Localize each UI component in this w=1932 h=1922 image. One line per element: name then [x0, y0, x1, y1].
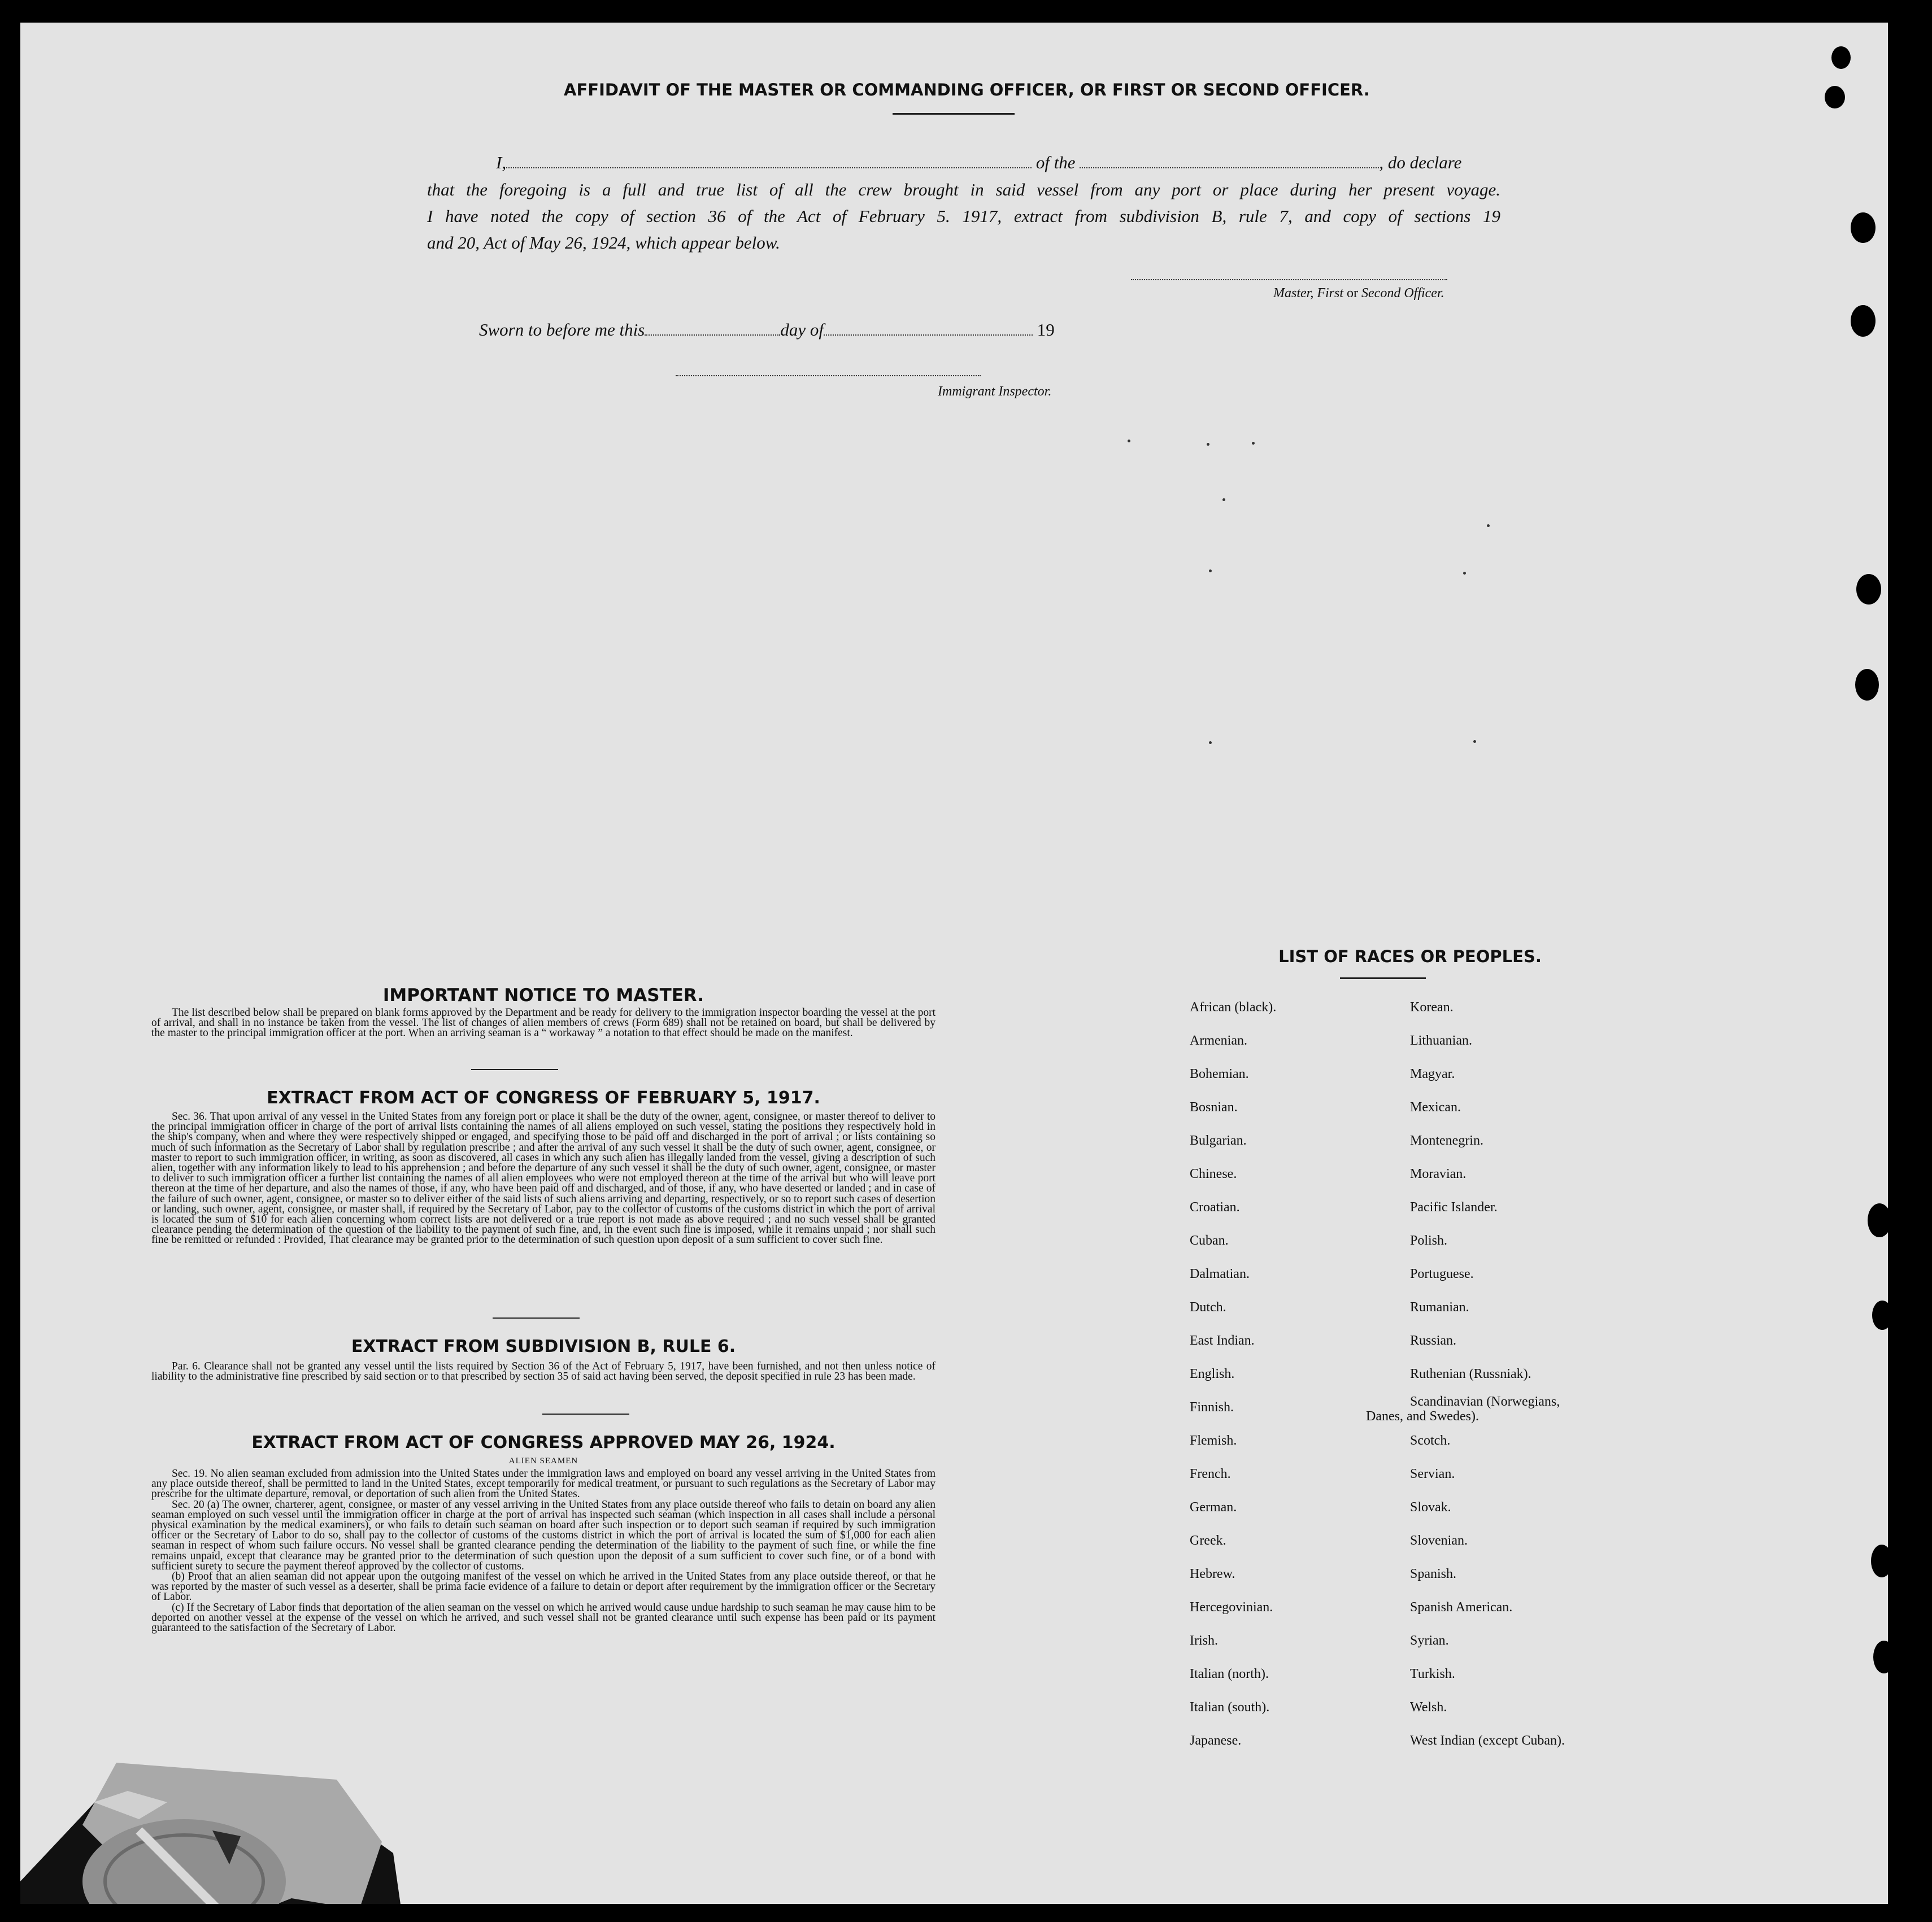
race-left-item: Dutch.	[1190, 1300, 1226, 1315]
scan-speck	[1222, 498, 1225, 501]
extract-1917-rule	[493, 1317, 580, 1319]
notice-title: IMPORTANT NOTICE TO MASTER.	[382, 985, 704, 1006]
affidavit-title-rule	[893, 113, 1015, 115]
race-left-item: Japanese.	[1190, 1733, 1242, 1748]
extract-1917-text: Sec. 36. That upon arrival of any vessel in the United States from any foreign port or place it shall be the duty of the owner, agent, consignee, or master thereof to deliver to the principal immigration officer in charge of the port of arrival lists containing the names of all aliens employed on such vessel, stating the positions they respectively hold in the ship's company, when and where they were respectively shipped or engaged, and specifying those to be paid off and discharged in the port of arrival ; or lists containing so much of such information as the Secretary of Labor shall by regulation prescribe ; and after the arrival of any such vessel it shall be the duty of such owner, agent, consignee, or master to report to such immigration officer, in writing, as soon as discovered, all cases in which any such alien has illegally landed from the vessel, giving a description of such alien, together with any information likely to lead to his apprehension ; and before the departure of any such vessel it shall be the duty of such owner, agent, consignee, or master to deliver to such immigration officer a further list containing the names of all alien employees who were not employed thereon at the time of the arrival but who will leave port thereon at the time of her departure, and also the names of those, if any, who have been paid off and discharged, and of those, if any, who have deserted or landed ; and in case of the failure of such owner, agent, consignee, or master so to deliver either of the said lists of such aliens arriving and departing, respectively, or so to report such cases of desertion or landing, such owner, agent, consignee, or master shall, if required by the Secretary of Labor, pay to the collector of customs of the customs district in which the port of arrival is located the sum of $10 for each alien concerning whom correct lists are not delivered or a true report is not made as above required ; and no such vessel shall be granted clearance pending the determination of the question of the liability to the payment of such fine, and, in the event such fine is imposed, while it remains unpaid ; nor shall such fine be remitted or refunded : Provided, That clearance may be granted prior to the determination of such question upon deposit of a sum sufficient to cover such fine.	[151, 1111, 935, 1246]
affidavit-line1-mid: of the	[1035, 153, 1076, 172]
race-right-item: Polish.	[1410, 1233, 1448, 1248]
race-right-item: West Indian (except Cuban).	[1410, 1733, 1565, 1748]
race-right-item: Mexican.	[1410, 1100, 1461, 1115]
race-left-item: Bulgarian.	[1190, 1133, 1247, 1148]
race-left-item: Flemish.	[1190, 1433, 1237, 1448]
notice-rule	[471, 1069, 558, 1070]
race-right-item: Magyar.	[1410, 1067, 1455, 1081]
binder-hole-10	[1873, 1641, 1888, 1673]
race-left-item: Hercegovinian.	[1190, 1600, 1273, 1615]
race-right-item: Portuguese.	[1410, 1267, 1474, 1281]
sec-20c-paragraph: (c) If the Secretary of Labor finds that deportation of the alien seaman on the vessel on which he arrived would cause undue hardship to such seaman he may cause him to be deported on another vessel at the expense of the vessel on which he arrived, and such vessel shall not be granted clearance until such expense has been paid or its payment guaranteed to the satisfaction of the Secretary of Labor.	[151, 1601, 935, 1634]
race-left-item: French.	[1190, 1467, 1231, 1481]
race-left-item: Croatian.	[1190, 1200, 1240, 1215]
race-right-item: Spanish American.	[1410, 1600, 1513, 1615]
race-left-item: Hebrew.	[1190, 1567, 1235, 1581]
extract-1924-title: EXTRACT FROM ACT OF CONGRESS APPROVED MAY 26, 1924.	[251, 1433, 836, 1453]
race-right-item: Lithuanian.	[1410, 1033, 1472, 1048]
race-right-item: Moravian.	[1410, 1167, 1467, 1181]
race-left-item: Chinese.	[1190, 1167, 1237, 1181]
race-right-item: Ruthenian (Russniak).	[1410, 1367, 1531, 1381]
alien-seamen-subtitle: ALIEN SEAMEN	[508, 1456, 578, 1466]
sec-20a-paragraph: Sec. 20 (a) The owner, charterer, agent, consignee, or master of any vessel arriving in the United States from any place outside thereof who fails to detain on board any alien seaman employed on such vessel until the immigration officer in charge at the port of arrival has inspected such seaman (which inspection in all cases shall include a personal physical examination by the medical examiners), or who fails to detain such seaman on board after such inspection or to deport such seaman if required by such immigration officer or the Secretary of Labor to do so, shall pay to the collector of customs of the customs district in which the port of arrival is located the sum of $1,000 for each alien seaman in respect of whom such failure occurs. No vessel shall be granted clearance pending the determination of the liability to the payment of such fine, or while the fine remains unpaid, except that clearance may be granted prior to the determination of such question upon the deposit of a sum sufficient to cover such fine, or of a bond with sufficient surety to secure the payment thereof approved by the collector of customs.	[151, 1498, 935, 1572]
race-left-item: East Indian.	[1190, 1333, 1255, 1348]
scan-speck	[1487, 524, 1490, 527]
race-right-item: Korean.	[1410, 1000, 1454, 1015]
notice-text: The list described below shall be prepared on blank forms approved by the Department and be ready for delivery to the immigration inspector boarding the vessel at the port of arrival, and shall in no instance be taken from the vessel. The list of changes of alien members of crews (Form 689) shall not be retained on board, but shall be delivered by the master to the principal immigration officer at the port. When an arriving seaman is a “ workaway ” a notation to that effect should be made on the manifest.	[151, 1007, 935, 1040]
master-signature-line	[1131, 279, 1447, 280]
race-right-item: Pacific Islander.	[1410, 1200, 1498, 1215]
binder-hole-7	[1868, 1203, 1888, 1237]
affidavit-line1-end: , do declare	[1379, 153, 1462, 172]
sworn-month-blank	[824, 329, 1033, 336]
affidavit-line1-pre: I,	[496, 153, 507, 172]
master-name-blank	[506, 162, 1032, 168]
races-title-rule	[1340, 977, 1426, 979]
rule6-rule	[542, 1414, 629, 1415]
scan-speck	[1207, 443, 1209, 446]
race-right-scandinavian-cont: Danes, and Swedes).	[1366, 1409, 1479, 1424]
binder-hole-2	[1825, 86, 1845, 108]
race-left-item: African (black).	[1190, 1000, 1277, 1015]
race-left-item: English.	[1190, 1367, 1235, 1381]
scan-speck	[1209, 569, 1212, 572]
binder-hole-9	[1871, 1545, 1888, 1577]
rule6-title: EXTRACT FROM SUBDIVISION B, RULE 6.	[351, 1337, 736, 1356]
sec-20b-paragraph: (b) Proof that an alien seaman did not appear upon the outgoing manifest of the vessel on which he arrived in the United States from any place outside thereof, or that he was reported by the master of such vessel as a deserter, shall be prima facie evidence of a failure to detain or deport after requirement by the immigration officer or the Secretary of Labor.	[151, 1571, 935, 1603]
affidavit-line-3: I have noted the copy of section 36 of the Act of February 5. 1917, extract from subdivision B, rule 7, and copy of sections 19	[427, 206, 1500, 226]
race-right-item: Slovak.	[1410, 1500, 1451, 1515]
race-left-item: Italian (north).	[1190, 1667, 1269, 1681]
affidavit-line-1	[496, 153, 1461, 173]
race-left-item: Bosnian.	[1190, 1100, 1238, 1115]
sworn-year: 19	[1037, 320, 1055, 340]
binder-hole-5	[1856, 574, 1881, 605]
master-signature-label: Master, First or Second Officer.	[1273, 286, 1444, 301]
sec-19-paragraph: Sec. 19. No alien seaman excluded from admission into the United States under the immigration laws and employed on board any vessel arriving in the United States from any place outside thereof, shall be permitted to land in the United States, except temporarily for medical treatment, or pursuant to such regulations as the Secretary of Labor may prescribe for the ultimate departure, removal, or deportation of such alien from the United States.	[151, 1468, 935, 1501]
race-right-item: Scotch.	[1410, 1433, 1451, 1448]
sworn-line	[479, 320, 1055, 340]
binder-hole-8	[1872, 1301, 1888, 1330]
affidavit-line-2: that the foregoing is a full and true list of all the crew brought in said vessel from any port or place during her present voyage.	[427, 180, 1500, 199]
affidavit-line-4: and 20, Act of May 26, 1924, which appear below.	[427, 233, 780, 253]
race-left-item: Italian (south).	[1190, 1700, 1270, 1715]
race-left-item: Finnish.	[1190, 1400, 1234, 1415]
race-right-item: Rumanian.	[1410, 1300, 1469, 1315]
race-right-item: Slovenian.	[1410, 1533, 1468, 1548]
race-right-item: Servian.	[1410, 1467, 1455, 1481]
race-left-item: Dalmatian.	[1190, 1267, 1250, 1281]
race-right-item: Scandinavian (Norwegians,	[1410, 1394, 1560, 1409]
extract-1924-text	[151, 1469, 935, 1633]
scan-speck	[1252, 442, 1255, 445]
scan-speck	[1209, 741, 1212, 744]
race-right-item: Turkish.	[1410, 1667, 1455, 1681]
race-left-item: Armenian.	[1190, 1033, 1247, 1048]
inspector-label: Immigrant Inspector.	[938, 384, 1052, 399]
race-right-item: Russian.	[1410, 1333, 1457, 1348]
customs-stamp-seal	[20, 1616, 416, 1904]
race-right-item: Montenegrin.	[1410, 1133, 1483, 1148]
rule6-text: Par. 6. Clearance shall not be granted any vessel until the lists required by Section 36 of the Act of February 5, 1917, have been furnished, and not then unless notice of liability to the administrative fine prescribed by said section or to that prescribed by section 35 of said act having been served, the deposit specified in rule 23 has been made.	[151, 1360, 935, 1383]
scan-speck	[1463, 572, 1466, 575]
sworn-mid: day of	[780, 320, 824, 340]
race-left-item: Irish.	[1190, 1633, 1218, 1648]
race-left-item: German.	[1190, 1500, 1237, 1515]
sworn-pre: Sworn to before me this	[479, 320, 645, 340]
race-right-item: Spanish.	[1410, 1567, 1457, 1581]
sworn-day-blank	[645, 329, 780, 336]
binder-hole-6	[1855, 669, 1879, 701]
race-right-item: Syrian.	[1410, 1633, 1449, 1648]
binder-hole-4	[1851, 305, 1876, 337]
races-title: LIST OF RACES OR PEOPLES.	[1278, 947, 1542, 966]
binder-hole-3	[1851, 212, 1876, 243]
extract-1917-title: EXTRACT FROM ACT OF CONGRESS OF FEBRUARY 5, 1917.	[267, 1088, 820, 1108]
scan-speck	[1473, 740, 1476, 743]
inspector-signature-line	[676, 375, 981, 376]
binder-hole-1	[1831, 46, 1851, 69]
vessel-name-blank	[1080, 162, 1379, 168]
race-left-item: Cuban.	[1190, 1233, 1229, 1248]
race-left-item: Bohemian.	[1190, 1067, 1249, 1081]
document-page	[20, 23, 1888, 1904]
scan-speck	[1128, 440, 1130, 442]
race-right-item: Welsh.	[1410, 1700, 1447, 1715]
affidavit-title: AFFIDAVIT OF THE MASTER OR COMMANDING OFFICER, OR FIRST OR SECOND OFFICER.	[564, 80, 1370, 99]
race-left-item: Greek.	[1190, 1533, 1226, 1548]
